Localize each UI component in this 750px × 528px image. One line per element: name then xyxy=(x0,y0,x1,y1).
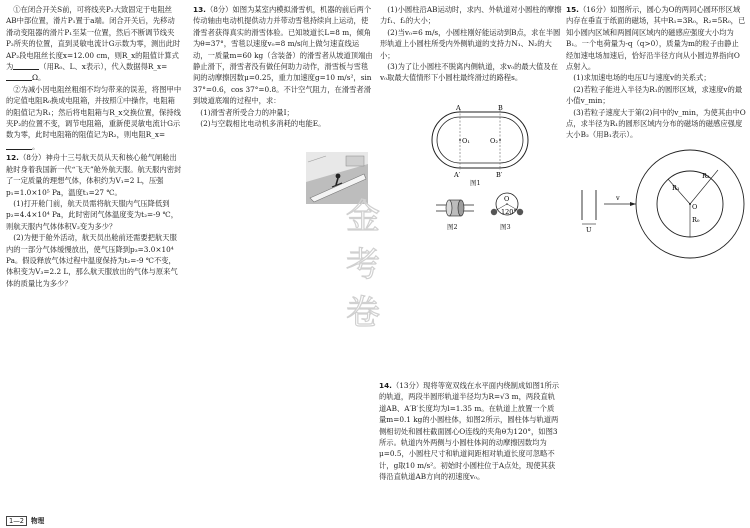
label-R1: R₁ xyxy=(672,184,680,192)
fig1-caption: 图1 xyxy=(470,179,481,187)
q12-sub1: (1)打开舱门前，航天员需将航天服内气压降低到p₂=4.4×10⁴ Pa，此时密闭气体温度变为t₂=-9 ℃，则航天服内气体体积V₂变为多少？ xyxy=(6,198,179,231)
label-A: A xyxy=(456,104,461,112)
label-B: B xyxy=(498,104,503,112)
q12-head: 12.（8分）神舟十三号航天员从天和核心舱气闸舱出舱时身着我国新一代“飞天”舱外航天服。航天服内密封了一定质量的理想气体，体积约为V₁=2 L，压强p₁=1.0×10⁵ Pa，温度t₁=27 ℃。 xyxy=(6,153,182,197)
q14-head: 14.（13分）现将等宽双线在水平面内绕制成如图1所示的轨道，两段半圆形轨道半径均为R=√3 m，两段直轨道AB、A′B′长度均为l=1.35 m。在轨道上放置一个质量m=0.1 kg的小圆柱体，如图2所示，圆柱体与轨道两侧相切处和圆柱截面圆心O连线的夹角θ为120°，如图3所示。轨道内外两侧与小圆柱体间的动摩擦因数均为μ=0.5，小圆柱尺寸和轨道间距相对轨道长度可忽略不计，g取10 m/s²。初始时小圆柱位于A点处，现使其获得沿直轨道AB方向的初速度v₀。 xyxy=(379,381,560,482)
label-v: v xyxy=(616,194,620,202)
answer-blank[interactable] xyxy=(6,72,32,81)
watermark-char: 考 xyxy=(346,245,380,285)
fig2-caption: 图2 xyxy=(447,223,458,231)
q13-head: 13.（8分）如图为某室内模拟滑雪机，机器的前后两个传动轴由电动机提供动力并带动雪毯持续向上运动，使滑雪者获得真实的滑雪体验。已知坡道长L=8 m，倾角为θ=37°，雪毯以速度v₀=8 m/s向上做匀速直线运动，一质量m=60 kg（含装备）的滑雪者从坡道顶端由静止滑下，滑雪者没有做任何助力动作，滑雪板与雪毯间的动摩擦因数μ=0.25，重力加速度g=10 m/s²，sin 37°=0.6，cos 37°=0.8。不计空气阻力，在滑雪者滑到坡道底端的过程中，求： xyxy=(193,5,373,106)
q14-sub3: (3)为了让小圆柱不脱离内侧轨道，求v₀的最大值及在v₀取最大值情形下小圆柱最终滑过的路程s。 xyxy=(380,62,558,83)
watermark-logo xyxy=(318,188,408,338)
page-footer xyxy=(6,515,44,525)
q15-sub3: (3)若粒子速度大于第(2)问中的v_min，为使其由中O点，求半径为R₁的圆形区域内分布的磁场的磁感应强度大小B₂（用B₁表示）。 xyxy=(566,107,746,140)
label-angle: 120° xyxy=(501,208,517,216)
q14-sub2: (2)当v₀=6 m/s，小圆柱刚好能运动到B点，求在半圆形轨道上小圆柱所受内外侧轨道的支持力N₁、N₂的大小； xyxy=(380,27,561,60)
watermark-char: 卷 xyxy=(346,293,380,333)
q14-sub1: (1)小圆柱沿AB运动时，求内、外轨道对小圆柱的摩擦力f₁、f₂的大小； xyxy=(380,5,562,26)
watermark-char: 金 xyxy=(346,197,380,237)
label-O2: O₂ xyxy=(490,137,498,145)
label-B-prime: B′ xyxy=(496,171,503,178)
label-O: O xyxy=(504,195,510,203)
cross-section-figure-3 xyxy=(486,190,528,222)
q15-sub1: (1)求加速电场的电压U与速度v的关系式； xyxy=(573,73,711,83)
label-O1: O₁ xyxy=(462,137,470,145)
q13-sub2: (2)与空载相比电动机多消耗的电能E。 xyxy=(200,119,326,129)
fig3-caption: 图3 xyxy=(500,223,511,231)
answer-blank[interactable] xyxy=(13,61,39,70)
q15-head: 15.（16分）如图所示，圆心为O的两同心圆环形区域内存在垂直于纸面的磁场，其中R₁=3R₀，R₂=5R₀，已知小圆内区域和两圆间区域内的磁感应强度大小均为B₁。一个电荷量为-q（q>0），质量为m的粒子由静止经加速电场加速后，恰好沿半径方向从小圆边界指向O点射入。 xyxy=(566,5,746,72)
q15-sub2: (2)若粒子能进入半径为R₁的圆形区域，求速度v的最小值v_min； xyxy=(566,84,743,106)
label-A-prime: A′ xyxy=(454,171,461,178)
label-R2: R₂ xyxy=(702,172,710,180)
answer-blank[interactable] xyxy=(6,141,32,150)
q12-sub2: (2)为便于舱外活动，航天员出舱前还需要把航天服内的一部分气体缓慢放出，使气压降到p₃=3.0×10⁴ Pa。假设释放气体过程中温度保持为t₂=-9 ℃不变，体积变为V₃=2.2 L，那么航天服放出的气体与原来气体的质量比为多少？ xyxy=(6,233,178,288)
page-number: 1—2 xyxy=(6,516,27,526)
q13-sub1: (1)滑雪者所受合力的冲量I； xyxy=(200,107,294,117)
column-1 xyxy=(6,4,182,289)
column-2 xyxy=(193,4,373,129)
column-4 xyxy=(566,4,746,141)
label-U: U xyxy=(586,226,592,234)
cylinder-figure-2 xyxy=(436,196,474,220)
label-R0: R₀ xyxy=(692,216,700,224)
subject-label: 物理 xyxy=(30,517,45,525)
magnetic-field-figure xyxy=(574,148,750,260)
q11-part2: ②为减小因电阻丝粗细不均匀带来的误差，将图甲中的定值电阻R₀换成电阻箱，并按照①中操作，电阻箱的阻值记为R₁；然后将电阻箱与R_x交换位置，保持线夹P₂的位置不变，调节电阻箱，重新使灵敏电流计G示数为零，此时电阻箱的阻值记为R₂，则电阻R_x=。 xyxy=(6,84,182,151)
q11-part1: ①在闭合开关S前，可将线夹P₂大致固定于电阻丝AB中部位置，滑片P₁置于a端。闭合开关后，先移动滑动变阻器的滑片P₁至某一位置，然后不断调节线夹P₂所夹的位置，直到灵敏电流计G示数为零，测出此时AP₂段电阻丝长度x=12.00 cm，则R_x的阻值计算式为 （用R₀、L、x表示），代入数据得R_x=Ω。 xyxy=(6,5,181,83)
track-figure-1 xyxy=(430,104,530,178)
label-O: O xyxy=(692,203,698,211)
